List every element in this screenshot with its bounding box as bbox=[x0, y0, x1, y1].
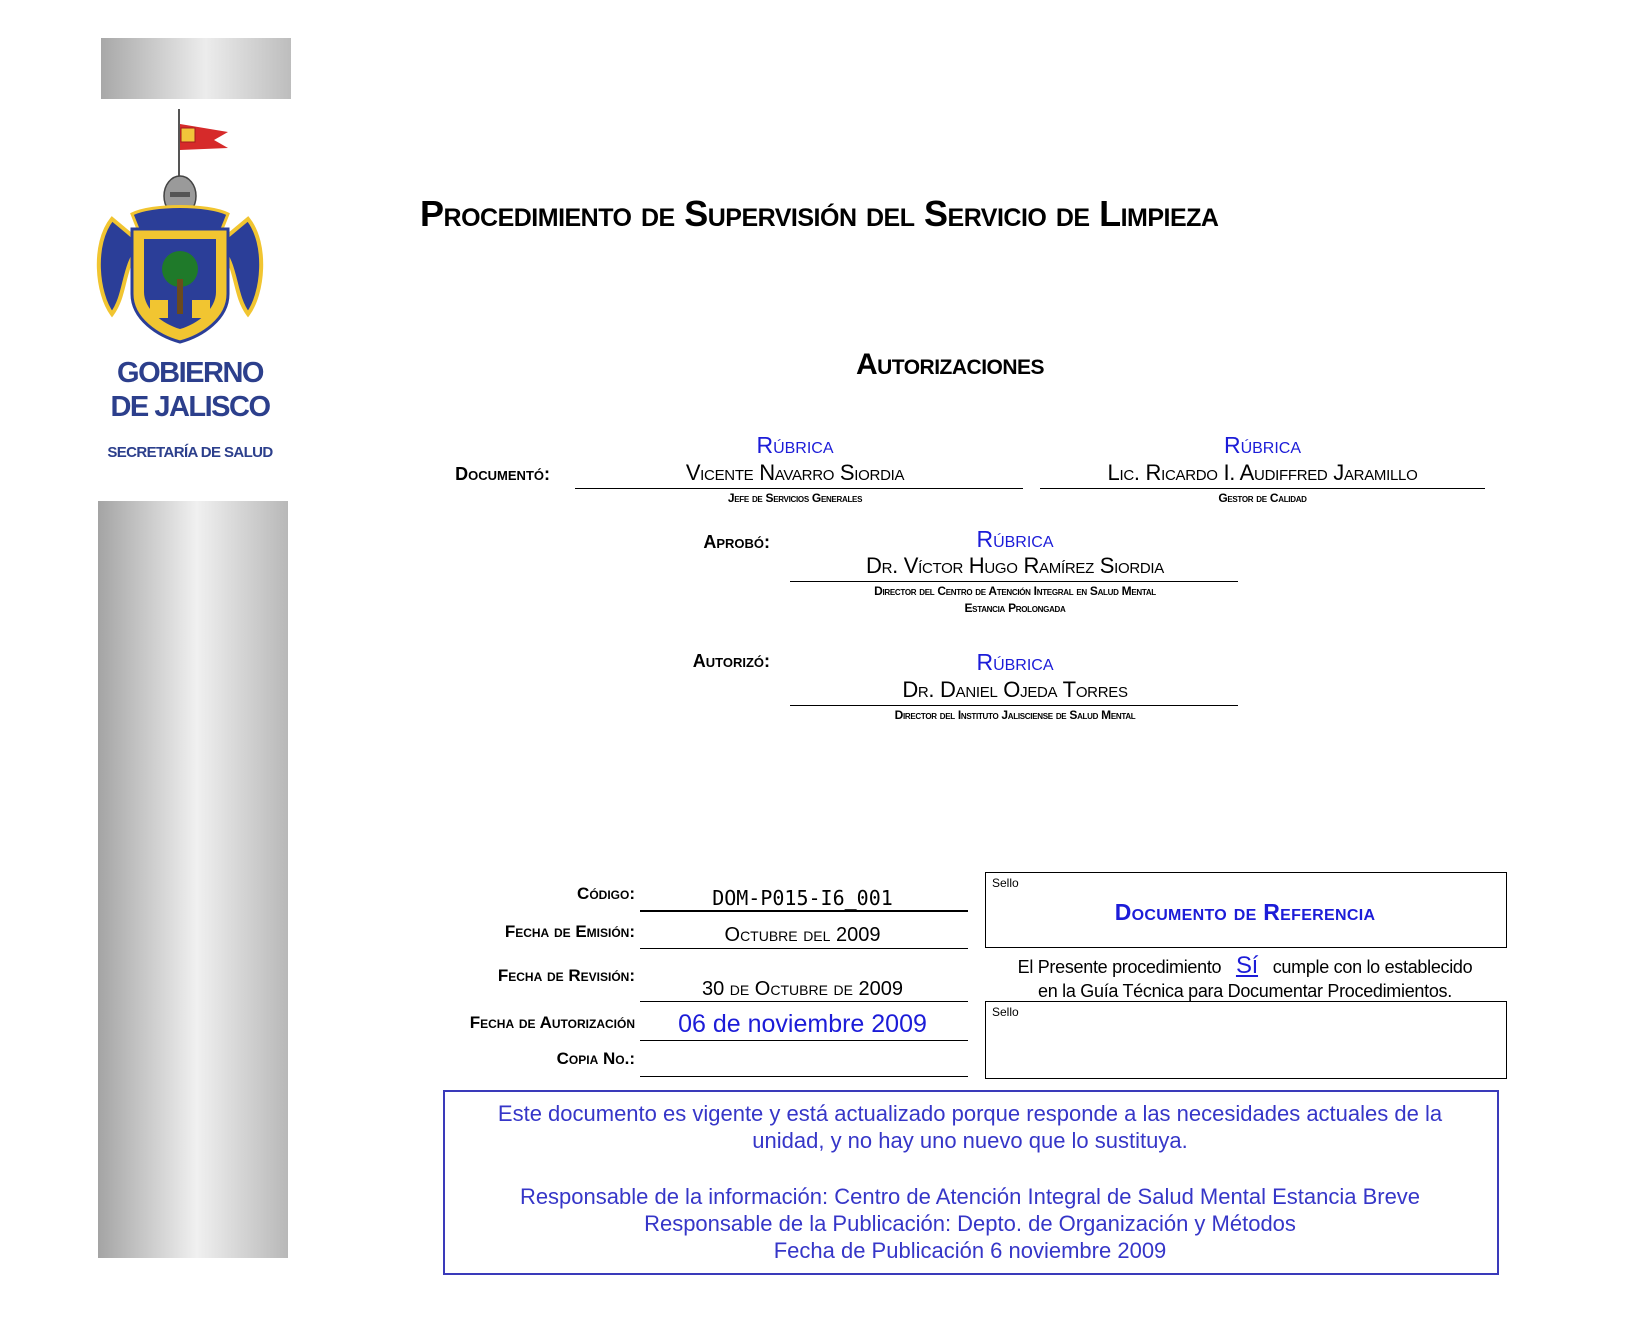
page-title: Procedimiento de Supervisión del Servicio de Limpieza bbox=[420, 193, 1219, 234]
section-title: Autorizaciones bbox=[855, 348, 1045, 381]
codigo-label: Código: bbox=[577, 884, 635, 903]
field-line bbox=[640, 1076, 968, 1077]
gobierno-line1: GOBIERNO bbox=[117, 357, 263, 389]
autorizo-rubrica: Rúbrica bbox=[976, 649, 1054, 675]
autorizo-label: Autorizó: bbox=[692, 651, 770, 671]
documento-role-2: Gestor de Calidad bbox=[1218, 491, 1307, 505]
field-line bbox=[640, 1001, 968, 1002]
revision-label: Fecha de Revisión: bbox=[497, 966, 635, 985]
field-line bbox=[640, 910, 968, 912]
field-line bbox=[640, 1040, 968, 1041]
secretaria-de-salud: SECRETARÍA DE SALUD bbox=[107, 444, 273, 461]
signature-line bbox=[575, 488, 1023, 489]
fecha-publicacion: Fecha de Publicación 6 noviembre 2009 bbox=[773, 1238, 1167, 1263]
documento-role-1: Jefe de Servicios Generales bbox=[727, 491, 863, 505]
signature-line bbox=[790, 581, 1238, 582]
documento-label: Documentó: bbox=[455, 464, 550, 484]
sello-box-2 bbox=[985, 1001, 1507, 1079]
documento-name-1: Vicente Navarro Siordia bbox=[685, 460, 905, 485]
emision-label: Fecha de Emisión: bbox=[504, 922, 635, 941]
signature-line bbox=[1040, 488, 1485, 489]
aprobo-rubrica: Rúbrica bbox=[976, 526, 1054, 552]
presente-pre: El Presente procedimiento bbox=[1017, 957, 1222, 977]
documento-name-2: Lic. Ricardo I. Audiffred Jaramillo bbox=[1107, 460, 1418, 485]
autorizo-name: Dr. Daniel Ojeda Torres bbox=[902, 677, 1128, 702]
jalisco-coat-of-arms-icon bbox=[92, 104, 268, 349]
aprobo-label: Aprobó: bbox=[703, 532, 770, 552]
sidebar-top-pillar bbox=[101, 38, 291, 99]
sello-label-1: Sello bbox=[992, 876, 1019, 890]
aprobo-role-line2: Estancia Prolongada bbox=[964, 601, 1066, 615]
autorizacion-value: 06 de noviembre 2009 bbox=[678, 1010, 927, 1038]
vigencia-line1: Este documento es vigente y está actualizado porque responde a las necesidades actuales de la bbox=[497, 1101, 1443, 1126]
copia-label: Copia No.: bbox=[556, 1049, 635, 1068]
responsable-informacion: Responsable de la información: Centro de Atención Integral de Salud Mental Estancia Breve bbox=[519, 1184, 1421, 1209]
autorizo-role: Director del Instituto Jalisciense de Salud Mental bbox=[894, 708, 1136, 722]
documento-rubrica-1: Rúbrica bbox=[756, 432, 834, 458]
responsable-publicacion: Responsable de la Publicación: Depto. de Organización y Métodos bbox=[644, 1211, 1296, 1236]
presente-line2: en la Guía Técnica para Documentar Procedimientos. bbox=[1038, 981, 1452, 1001]
aprobo-role-line1: Director del Centro de Atención Integral en Salud Mental bbox=[874, 584, 1156, 598]
documento-rubrica-2: Rúbrica bbox=[1223, 432, 1302, 458]
presente-post: cumple con lo establecido bbox=[1272, 957, 1473, 977]
autorizacion-label: Fecha de Autorización bbox=[469, 1013, 635, 1032]
presente-line1 bbox=[985, 952, 1505, 980]
emision-value: Octubre del 2009 bbox=[724, 924, 881, 946]
vigencia-line2: unidad, y no hay uno nuevo que lo sustituya. bbox=[752, 1128, 1188, 1153]
gobierno-line2: DE JALISCO bbox=[110, 391, 270, 423]
sidebar-main-pillar bbox=[98, 501, 288, 1258]
documento-referencia: Documento de Referencia bbox=[1114, 899, 1376, 925]
sello-label-2: Sello bbox=[992, 1005, 1019, 1019]
presente-si: Sí bbox=[1235, 952, 1259, 979]
signature-line bbox=[790, 705, 1238, 706]
field-line bbox=[640, 948, 968, 949]
codigo-value: DOM-P015-I6_001 bbox=[712, 886, 893, 910]
revision-value: 30 de Octubre de 2009 bbox=[702, 978, 903, 1000]
aprobo-name: Dr. Víctor Hugo Ramírez Siordia bbox=[865, 553, 1164, 578]
